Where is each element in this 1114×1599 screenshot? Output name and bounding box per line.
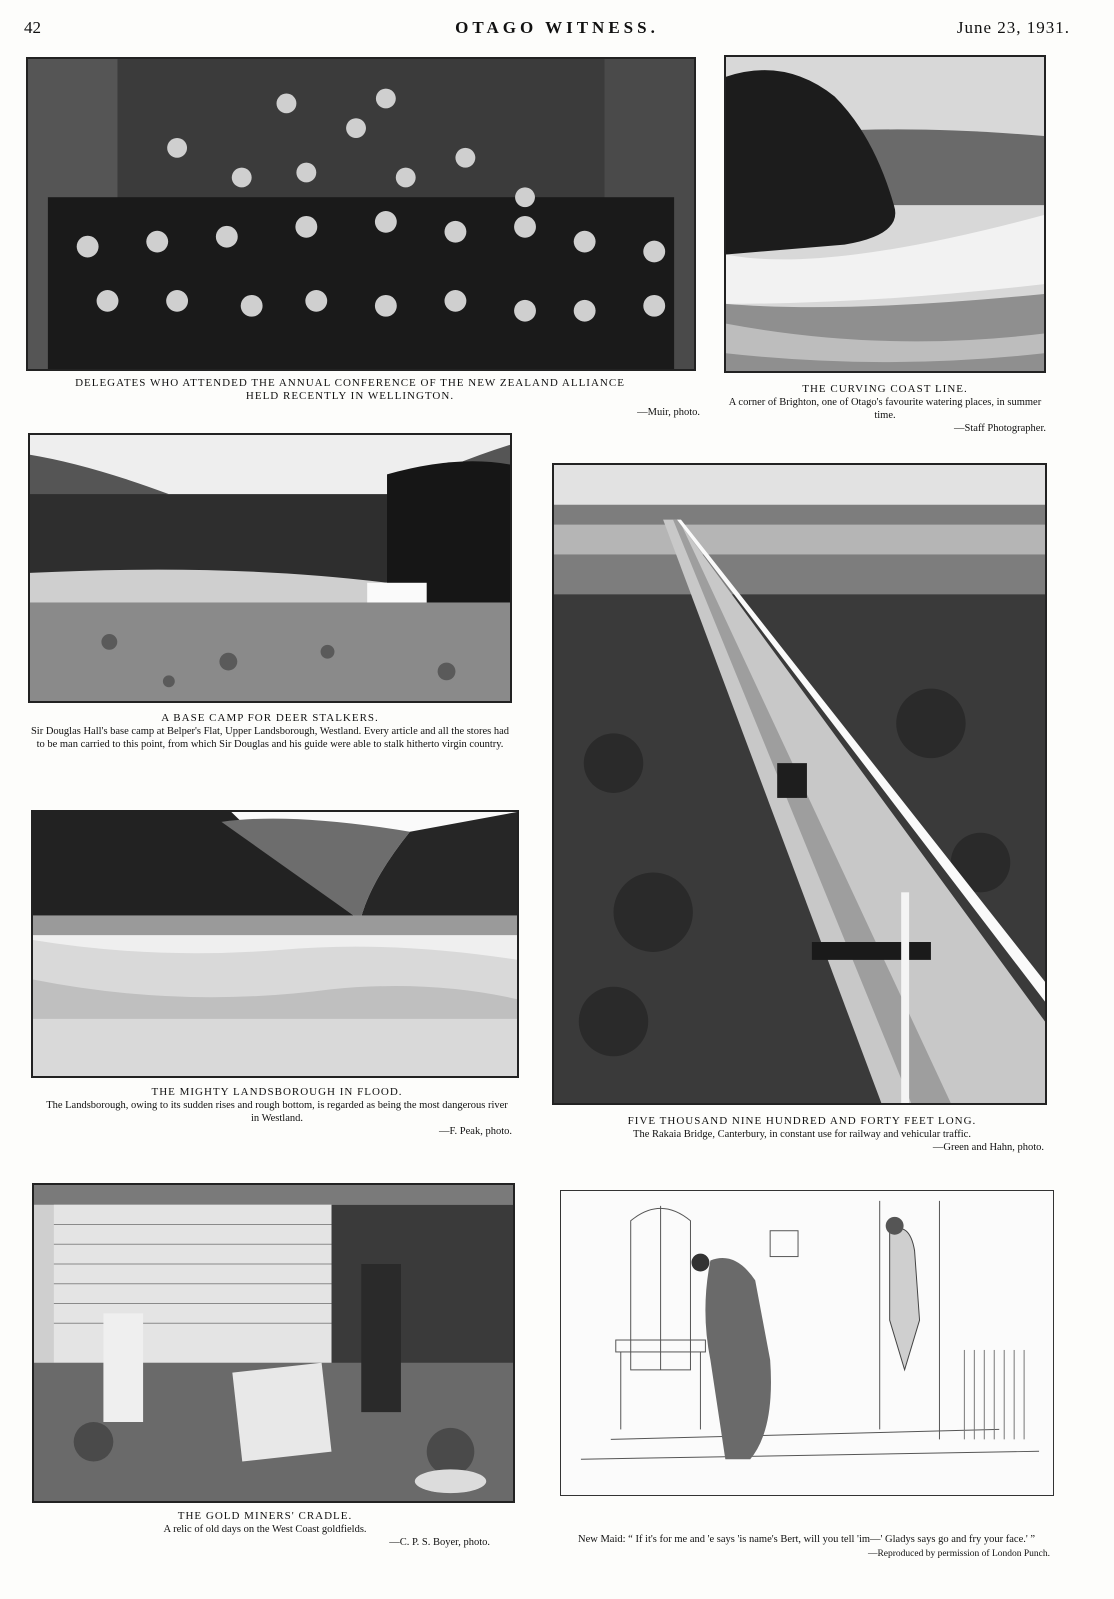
caption-gold-miners-cradle: THE GOLD MINERS' CRADLE. A relic of old days on the West Coast goldfields. —C. P. S. Boyer, photo. xyxy=(163,1510,490,1548)
photo-gold-miners-cradle xyxy=(32,1183,515,1503)
photo-rakaia-bridge xyxy=(552,463,1047,1105)
photo-punch-cartoon xyxy=(560,1190,1054,1496)
masthead: OTAGO WITNESS. xyxy=(455,18,659,37)
credit-delegates: —Muir, photo. xyxy=(637,407,700,418)
caption-rakaia-bridge: FIVE THOUSAND NINE HUNDRED AND FORTY FEET LONG. The Rakaia Bridge, Canterbury, in constant use for railway and vehicular traffic. —Green and Hahn, photo. xyxy=(627,1115,1044,1153)
photo-landsborough-flood xyxy=(31,810,519,1078)
photo-base-camp xyxy=(28,433,512,703)
page-number: 42 xyxy=(24,18,41,37)
caption-punch-cartoon: New Maid: “ If it's for me and 'e says 'is name's Bert, will you tell 'im—' Gladys says go and fry your face.' ” —Reproduced by permission of London Punch. xyxy=(578,1534,1050,1559)
photo-delegates xyxy=(26,57,696,371)
caption-coast-line: THE CURVING COAST LINE. A corner of Brighton, one of Otago's favourite watering places, in summer time. —Staff Photographer. xyxy=(728,383,1046,434)
caption-delegates: DELEGATES WHO ATTENDED THE ANNUAL CONFERENCE OF THE NEW ZEALAND ALLIANCE HELD RECENTLY IN WELLINGTON. xyxy=(75,377,625,402)
caption-base-camp: A BASE CAMP FOR DEER STALKERS. Sir Douglas Hall's base camp at Belper's Flat, Upper Landsborough, Westland. Every article and all the stores had to be man carried to this point, from which Sir Douglas and his guide were able to stalk hitherto virgin country. xyxy=(30,712,510,750)
caption-landsborough-flood: THE MIGHTY LANDSBOROUGH IN FLOOD. The Landsborough, owing to its sudden rises and rough bottom, is regarded as being the most dangerous river in Westland. —F. Peak, photo. xyxy=(46,1086,512,1137)
photo-coast-line xyxy=(724,55,1046,373)
issue-date: June 23, 1931. xyxy=(956,18,1070,37)
